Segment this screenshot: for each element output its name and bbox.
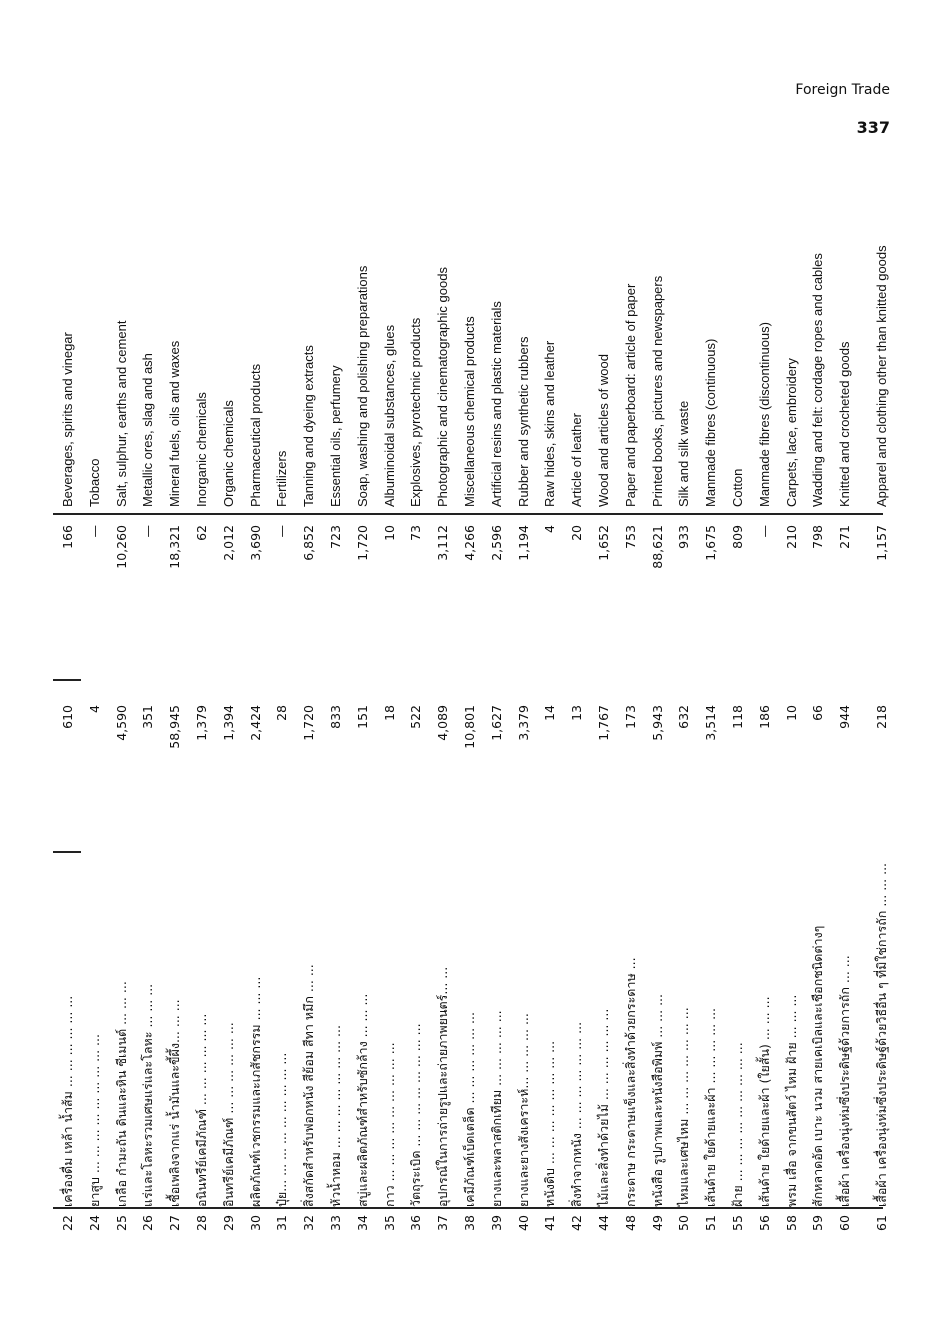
export-value: — xyxy=(86,525,102,538)
english-description: Tanning and dyeing extracts xyxy=(301,345,317,507)
table-row xyxy=(645,135,671,1235)
import-value: 151 xyxy=(354,705,370,729)
table-row xyxy=(537,135,563,1235)
table-row xyxy=(269,135,295,1235)
english-description: Explosives, pyrotechnic products xyxy=(408,317,424,507)
table-row xyxy=(403,135,429,1235)
table-row xyxy=(752,135,778,1235)
hs-code: 51 xyxy=(703,1215,719,1231)
export-value: 1,675 xyxy=(703,525,719,561)
english-description: Essential oils, perfumery xyxy=(328,365,343,507)
hs-code: 59 xyxy=(810,1215,826,1231)
import-value: 1,394 xyxy=(220,705,236,741)
table-row xyxy=(377,135,403,1235)
hs-code: 37 xyxy=(435,1215,451,1231)
import-value: 14 xyxy=(542,705,558,721)
english-description: Photographic and cinematographic goods xyxy=(435,267,451,507)
english-description: Pharmaceutical products xyxy=(247,363,263,507)
thai-description: เส้นด้าย ใยด้ายและผ้า ... ... ... ... ... xyxy=(703,1007,719,1207)
thai-description: เชื้อเพลิงจากแร่ น้ำมันและขี้ผึ้ง... ... ... xyxy=(167,999,183,1207)
thai-description: สิ่งสกัดสำหรับฟอกหนัง สีย้อม สีทา หมึก ... ... xyxy=(301,964,317,1207)
table-row xyxy=(55,135,81,1235)
hs-code: 36 xyxy=(408,1215,424,1231)
import-value: 3,379 xyxy=(515,705,531,741)
thai-description: เครื่องดื่ม เหล้า น้ำส้ม ... ... ... ... ... ... xyxy=(60,995,75,1207)
export-value: 3,112 xyxy=(435,525,451,561)
export-value: 753 xyxy=(622,525,638,549)
import-value: 833 xyxy=(328,705,343,729)
thai-description: หัวน้ำหอม ... ... ... ... ... ... ... ... xyxy=(328,1025,343,1207)
export-value: 3,690 xyxy=(247,525,263,561)
table-row xyxy=(323,135,349,1235)
table-row xyxy=(618,135,644,1235)
english-description: Raw hides, skins and leather xyxy=(542,340,558,507)
english-description: Paper and paperboard: article of paper xyxy=(622,283,638,507)
hs-code: 38 xyxy=(462,1215,477,1231)
hs-code: 29 xyxy=(220,1215,236,1231)
export-value: 210 xyxy=(783,525,799,549)
import-value: 351 xyxy=(140,705,156,729)
thai-description: ยาสูบ ... ... ... ... ... ... ... ... ... xyxy=(86,1034,102,1207)
import-value: 944 xyxy=(837,705,853,729)
hs-code: 48 xyxy=(622,1215,638,1231)
import-value: 1,379 xyxy=(194,705,209,741)
table-row xyxy=(698,135,724,1235)
thai-description: พรม เสื่อ จากขนสัตว์ ไหม ฝ้าย ... ... ... xyxy=(783,994,799,1207)
thai-description: ยางและยางสังเคราะห์... ... ... ... ... xyxy=(515,1013,531,1207)
hs-code: 32 xyxy=(301,1215,317,1231)
thai-description: เสื้อผ้า เครื่องนุ่งห่มซึ่งประดิษฐ์ด้วยวิธีอื่น ๆ ที่มิใช่การถัก ... ... ... xyxy=(874,862,889,1207)
hs-code: 33 xyxy=(328,1215,343,1231)
table-row xyxy=(296,135,322,1235)
import-value: 610 xyxy=(60,705,75,729)
english-description: Fertilizers xyxy=(274,450,290,507)
thai-description: แร่และโลหะรวมเศษแร่และโลหะ ... ... ... xyxy=(140,983,156,1207)
trade-table xyxy=(53,135,893,1235)
english-description: Carpets, lace, embroidery xyxy=(783,358,799,507)
thai-description: เคมีภัณฑ์เบ็ดเตล็ด ... ... ... ... ... ... xyxy=(462,1012,477,1207)
table-row xyxy=(162,135,188,1235)
hs-code: 24 xyxy=(86,1215,102,1231)
english-description: Albuminoidal substances, glues xyxy=(381,324,397,507)
import-value: 5,943 xyxy=(649,705,665,741)
thai-description: ฝ้าย ... ... ... ... ... ... ... ... ... xyxy=(730,1042,745,1207)
hs-code: 26 xyxy=(140,1215,156,1231)
hs-code: 49 xyxy=(649,1215,665,1231)
thai-description: อุปกรณ์ในการถ่ายรูปและถ่ายภาพยนตร์... ... xyxy=(435,966,451,1207)
english-description: Tobacco xyxy=(86,458,102,507)
thai-description: ไม้และสิ่งทำด้วยไม้ ... ... ... ... ... ... xyxy=(596,1008,611,1207)
thai-description: สักหลาดอัด เบาะ นวม สายเคเบิลและเชือกชนิดต่างๆ xyxy=(810,925,826,1207)
table-row xyxy=(779,135,805,1235)
english-description: Inorganic chemicals xyxy=(194,392,209,507)
english-description: Miscellaneous chemical products xyxy=(462,316,477,507)
table-row xyxy=(832,135,858,1235)
table-row xyxy=(564,135,590,1235)
hs-code: 42 xyxy=(569,1215,585,1231)
import-value: 4 xyxy=(86,705,102,713)
english-description: Beverages, spirits and vinegar xyxy=(60,332,75,507)
import-value: 18 xyxy=(381,705,397,721)
hs-code: 31 xyxy=(274,1215,290,1231)
thai-description: กระดาษ กระดาษแข็งและสิ่งทำด้วยกระดาษ ... xyxy=(622,957,638,1207)
import-value: 3,514 xyxy=(703,705,719,741)
table-row xyxy=(725,135,751,1235)
english-description: Organic chemicals xyxy=(220,400,236,507)
export-value: 20 xyxy=(569,525,585,541)
table-row xyxy=(484,135,510,1235)
import-value: 632 xyxy=(676,705,692,729)
thai-description: เกลือ กำมะถัน ดินและหิน ซีเมนต์ ... ... ... xyxy=(113,981,129,1207)
hs-code: 41 xyxy=(542,1215,558,1231)
import-value: 1,767 xyxy=(596,705,611,741)
table-row xyxy=(671,135,697,1235)
export-value: — xyxy=(756,525,772,538)
export-value: 798 xyxy=(810,525,826,549)
table-row xyxy=(457,135,483,1235)
english-description: Manmade fibres (continuous) xyxy=(703,338,719,507)
table-row xyxy=(82,135,108,1235)
export-value: 1,652 xyxy=(596,525,611,561)
import-value: 218 xyxy=(874,705,889,729)
hs-code: 28 xyxy=(194,1215,209,1231)
export-value: 88,621 xyxy=(649,525,665,569)
english-description: Artificial resins and plastic materials xyxy=(488,301,504,507)
hs-code: 22 xyxy=(60,1215,75,1231)
hs-code: 56 xyxy=(756,1215,772,1231)
table-row xyxy=(350,135,376,1235)
english-description: Wadding and felt: cordage ropes and cables xyxy=(810,253,826,507)
import-value: 186 xyxy=(756,705,772,729)
english-description: Salt, sulphur, earths and cement xyxy=(113,320,129,507)
section-title: Foreign Trade xyxy=(795,82,890,98)
import-value: 10,801 xyxy=(462,705,477,749)
english-description: Manmade fibres (discontinuous) xyxy=(756,322,772,507)
english-description: Apparel and clothing other than knitted goods xyxy=(874,245,889,507)
hs-code: 61 xyxy=(874,1215,889,1231)
hs-code: 44 xyxy=(596,1215,611,1231)
thai-description: หนังสือ รูปภาพและหนังสือพิมพ์ ... ... ... xyxy=(649,993,665,1207)
thai-description: สิ่งทำจากหนัง ... ... ... ... ... ... ... xyxy=(569,1021,585,1207)
export-value: — xyxy=(274,525,290,538)
table-row xyxy=(189,135,215,1235)
export-value: 809 xyxy=(730,525,745,549)
table-row xyxy=(805,135,831,1235)
export-value: 166 xyxy=(60,525,75,549)
english-description: Metallic ores, slag and ash xyxy=(140,353,156,507)
import-value: 522 xyxy=(408,705,424,729)
export-value: 4,266 xyxy=(462,525,477,561)
export-value: 73 xyxy=(408,525,424,541)
thai-description: กาว ... ... ... ... ... ... ... ... ... xyxy=(381,1042,397,1207)
english-description: Cotton xyxy=(730,468,745,507)
hs-code: 30 xyxy=(247,1215,263,1231)
export-value: — xyxy=(140,525,156,538)
thai-description: สบู่และผลิตภัณฑ์สำหรับซักล้าง ... ... ... xyxy=(354,993,370,1207)
hs-code: 35 xyxy=(381,1215,397,1231)
export-value: 723 xyxy=(328,525,343,549)
export-value: 6,852 xyxy=(301,525,317,561)
thai-description: ยางและพลาสติกเทียม ... ... ... ... ... xyxy=(488,1010,504,1207)
english-description: Mineral fuels, oils and waxes xyxy=(167,340,183,507)
export-value: 18,321 xyxy=(167,525,183,569)
import-value: 28 xyxy=(274,705,290,721)
hs-code: 39 xyxy=(488,1215,504,1231)
hs-code: 55 xyxy=(730,1215,745,1231)
thai-description: ผลิตภัณฑ์เวชกรรมและเภสัชกรรม ... ... ... xyxy=(247,976,263,1207)
export-value: 1,720 xyxy=(354,525,370,561)
table-row xyxy=(869,135,895,1235)
table-row xyxy=(216,135,242,1235)
thai-description: อินทรีย์เคมีภัณฑ์ ... ... ... ... ... ... xyxy=(220,1022,236,1207)
export-value: 933 xyxy=(676,525,692,549)
english-description: Wood and articles of wood xyxy=(596,354,611,507)
import-value: 13 xyxy=(569,705,585,721)
hs-code: 34 xyxy=(354,1215,370,1231)
hs-code: 58 xyxy=(783,1215,799,1231)
export-value: 2,012 xyxy=(220,525,236,561)
import-value: 118 xyxy=(730,705,745,729)
hs-code: 27 xyxy=(167,1215,183,1231)
thai-description: วัตถุระเบิด ... ... ... ... ... ... ... ... xyxy=(408,1023,424,1207)
thai-description: เสื้อผ้า เครื่องนุ่งห่มซึ่งประดิษฐ์ด้วยการถัก ... ... xyxy=(837,955,853,1207)
export-value: 10 xyxy=(381,525,397,541)
english-description: Rubber and synthetic rubbers xyxy=(515,336,531,507)
export-value: 1,157 xyxy=(874,525,889,561)
thai-description: ไหมและเศษไหม ... ... ... ... ... ... ... xyxy=(676,1007,692,1207)
import-value: 173 xyxy=(622,705,638,729)
import-value: 2,424 xyxy=(247,705,263,741)
table-row xyxy=(430,135,456,1235)
import-value: 1,720 xyxy=(301,705,317,741)
english-description: Article of leather xyxy=(569,413,585,507)
hs-code: 60 xyxy=(837,1215,853,1231)
import-value: 4,089 xyxy=(435,705,451,741)
table-row xyxy=(511,135,537,1235)
export-value: 10,260 xyxy=(113,525,129,569)
export-value: 271 xyxy=(837,525,853,549)
export-value: 2,596 xyxy=(488,525,504,561)
table-row xyxy=(109,135,135,1235)
import-value: 66 xyxy=(810,705,826,721)
import-value: 58,945 xyxy=(167,705,183,749)
export-value: 62 xyxy=(194,525,209,541)
thai-description: เส้นด้าย ใยด้ายและผ้า (ใยสั้น) ... ... ... xyxy=(756,996,772,1207)
thai-description: ปุ๋ย... ... ... ... ... ... ... ... ... xyxy=(274,1052,290,1207)
thai-description: อนินทรีย์เคมีภัณฑ์ ... ... ... ... ... ... xyxy=(194,1013,209,1207)
page-number: 337 xyxy=(856,118,890,137)
export-value: 1,194 xyxy=(515,525,531,561)
thai-description: หนังดิบ ... ... ... ... ... ... ... ... xyxy=(542,1040,558,1207)
import-value: 10 xyxy=(783,705,799,721)
table-row xyxy=(135,135,161,1235)
table-row xyxy=(591,135,617,1235)
hs-code: 40 xyxy=(515,1215,531,1231)
export-value: 4 xyxy=(542,525,558,533)
hs-code: 50 xyxy=(676,1215,692,1231)
english-description: Knitted and crocheted goods xyxy=(837,341,853,507)
table-row xyxy=(243,135,269,1235)
english-description: Printed books, pictures and newspapers xyxy=(649,275,665,507)
import-value: 4,590 xyxy=(113,705,129,741)
english-description: Soap, washing and polishing preparations xyxy=(354,265,370,507)
import-value: 1,627 xyxy=(488,705,504,741)
english-description: Silk and silk waste xyxy=(676,400,692,507)
hs-code: 25 xyxy=(113,1215,129,1231)
